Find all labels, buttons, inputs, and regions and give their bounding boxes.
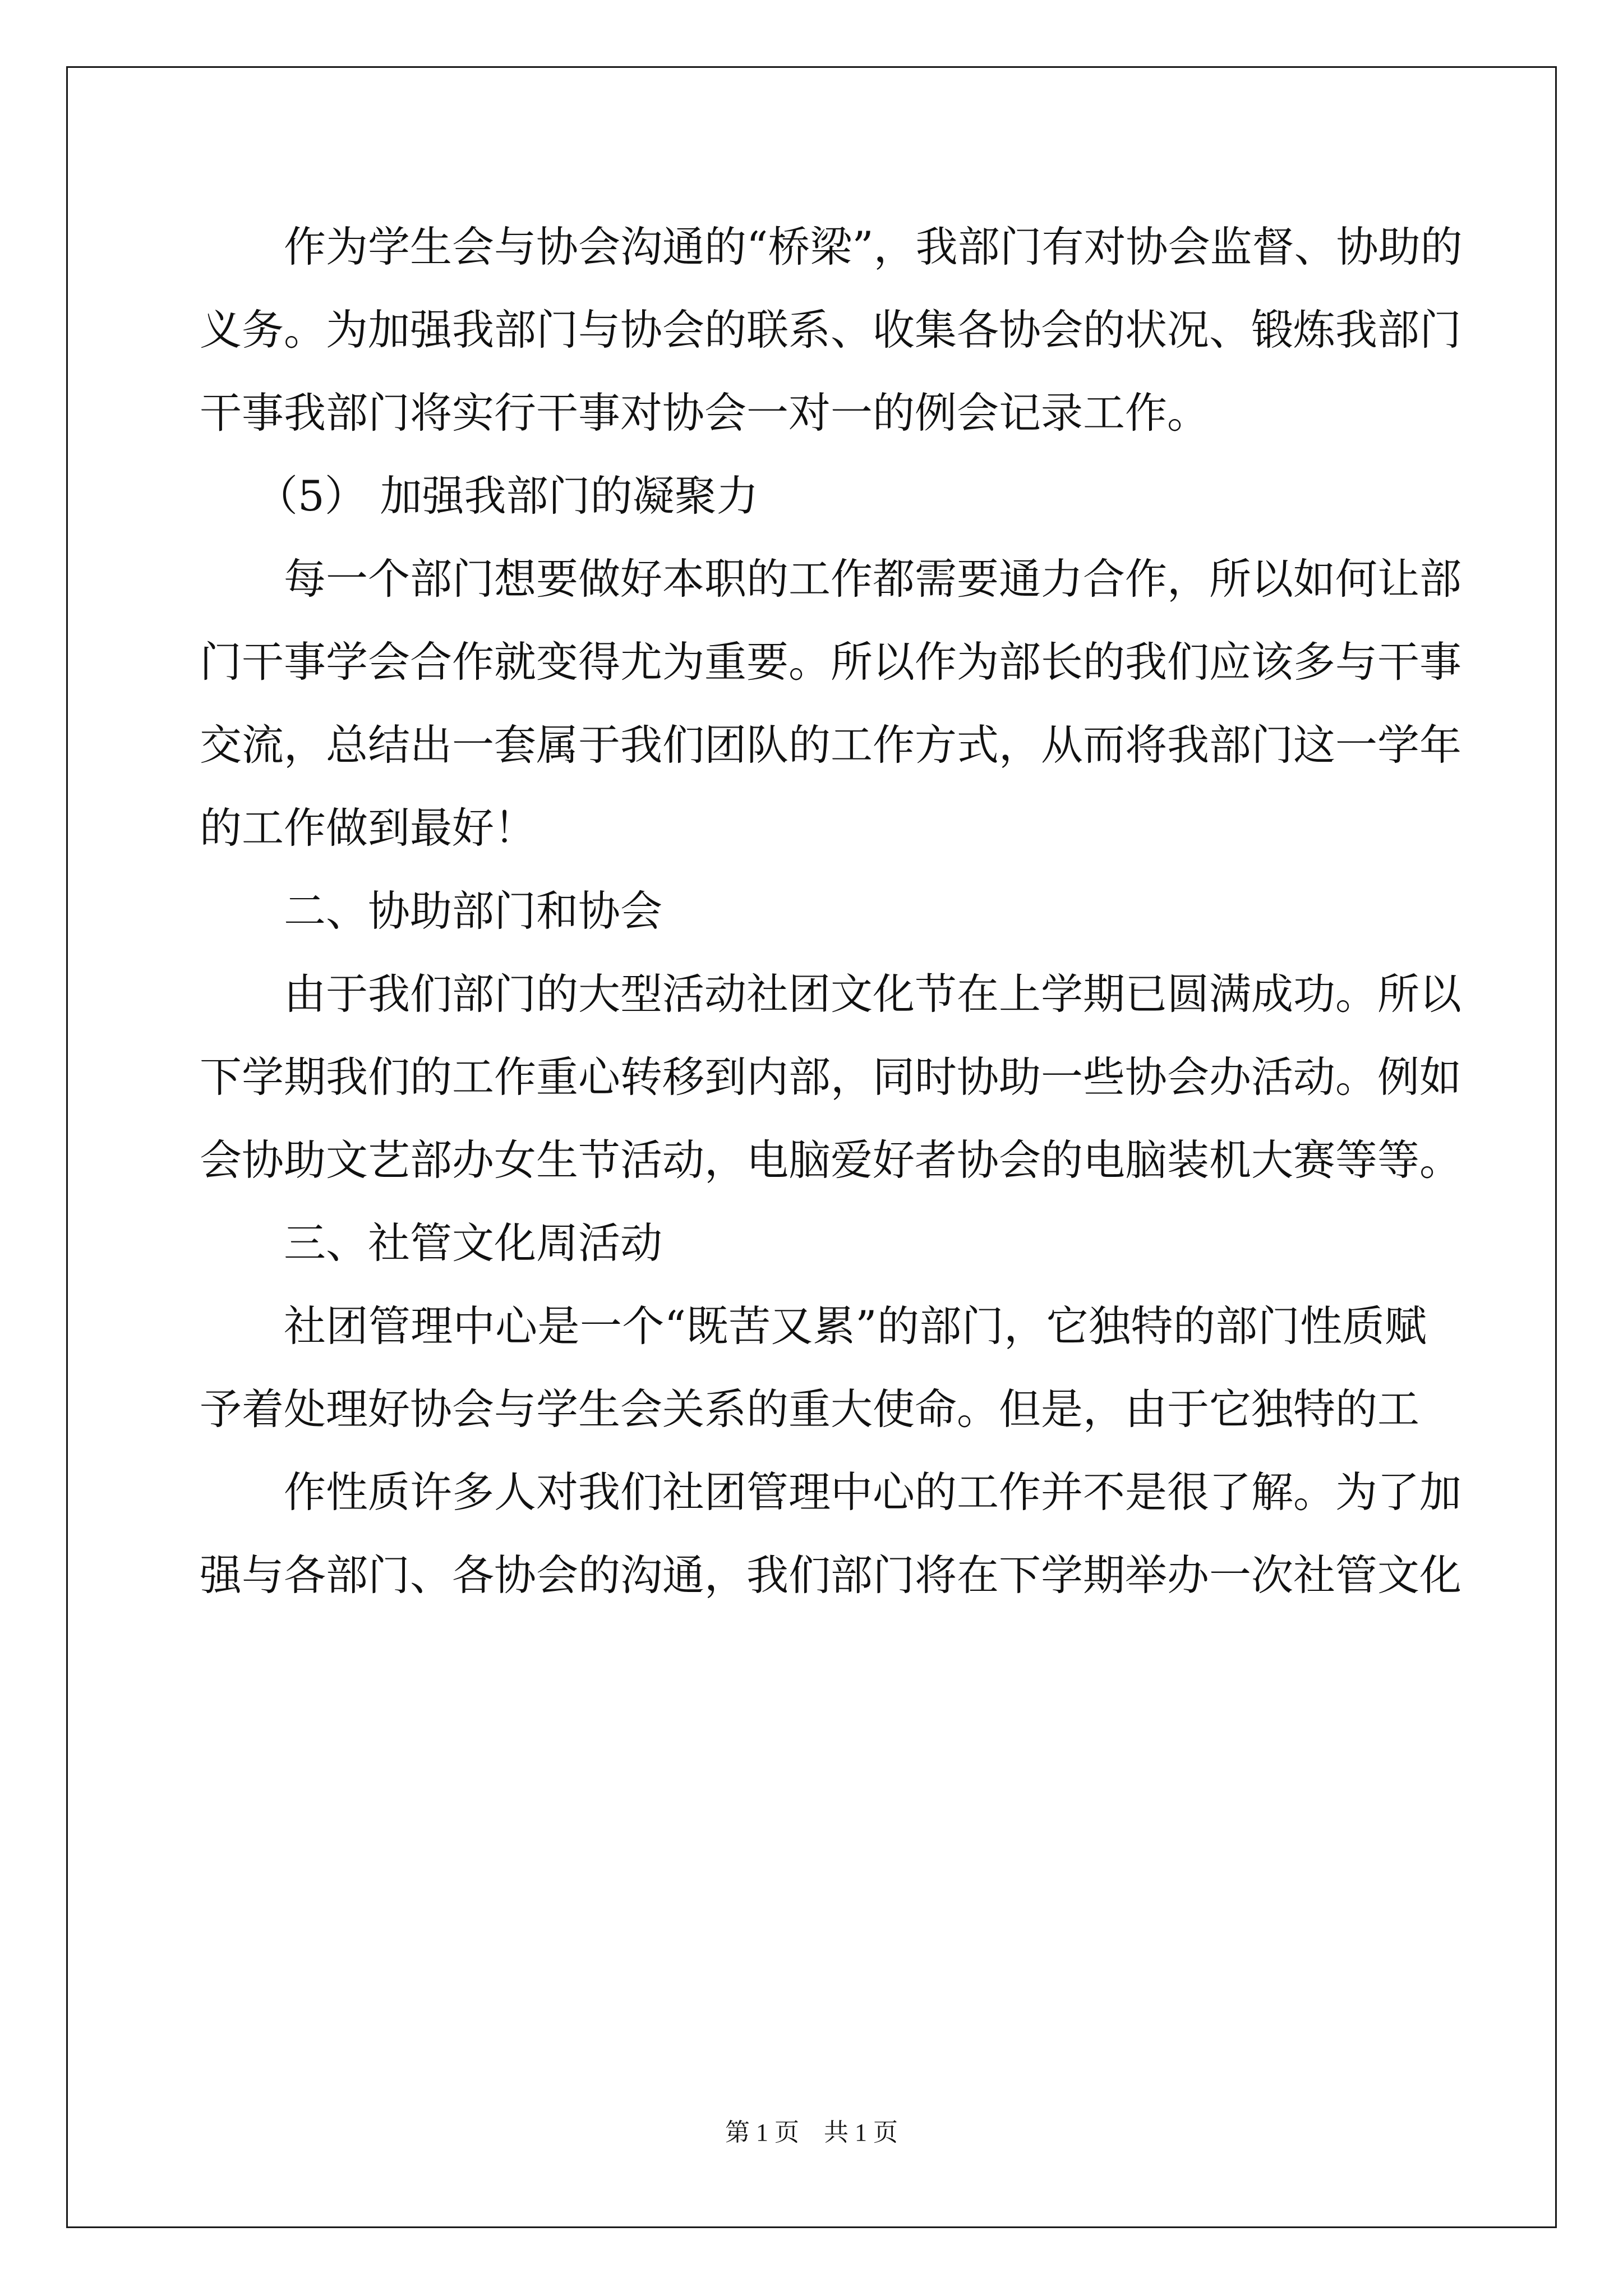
section-heading: 二、协助部门和协会 [284,886,663,936]
text-line: 每一个部门想要做好本职的工作都需要通力合作，所以如何让部 [284,554,1462,604]
text-line: 下学期我们的工作重心转移到内部，同时协助一些协会办活动。例如 [200,1052,1462,1102]
text-line: 门干事学会合作就变得尤为重要。所以作为部长的我们应该多与干事 [200,637,1462,687]
section-heading: （5） 加强我部门的凝聚力 [256,471,759,521]
text-line: 交流，总结出一套属于我们团队的工作方式，从而将我部门这一学年 [200,720,1462,770]
text-line: 强与各部门、各协会的沟通，我们部门将在下学期举办一次社管文化 [200,1550,1462,1600]
page-number-footer: 第 1 页 共 1 页 [725,2119,898,2146]
text-line: 作性质许多人对我们社团管理中心的工作并不是很了解。为了加 [284,1467,1462,1517]
text-line: 干事我部门将实行干事对协会一对一的例会记录工作。 [200,388,1210,438]
text-line: 义务。为加强我部门与协会的联系、收集各协会的状况、锻炼我部门 [200,305,1462,355]
text-line: 社团管理中心是一个“既苦又累”的部门，它独特的部门性质赋 [284,1301,1427,1351]
text-line: 由于我们部门的大型活动社团文化节在上学期已圆满成功。所以 [284,969,1462,1019]
text-line: 作为学生会与协会沟通的“桥梁”，我部门有对协会监督、协助的 [284,222,1463,272]
text-line: 的工作做到最好！ [200,803,537,853]
section-heading: 三、社管文化周活动 [284,1218,663,1268]
text-line: 会协助文艺部办女生节活动，电脑爱好者协会的电脑装机大赛等等。 [200,1135,1462,1185]
text-line: 予着处理好协会与学生会关系的重大使命。但是，由于它独特的工 [200,1384,1420,1434]
